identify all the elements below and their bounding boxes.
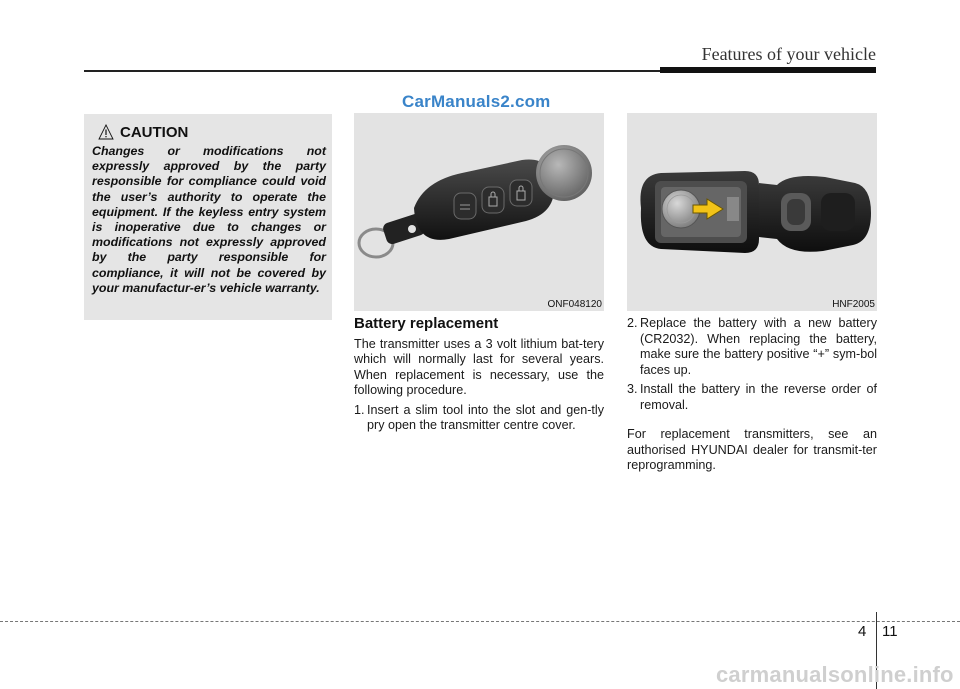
caution-title: CAUTION	[120, 123, 189, 141]
figure-code-right: HNF2005	[832, 299, 875, 310]
step-text: Install the battery in the reverse order of removal.	[640, 382, 877, 412]
step-text: Replace the battery with a new battery (CR2032). When replacing the battery, make sure the battery positive “+” sym-bol faces up.	[640, 316, 877, 377]
key-fob-image	[354, 113, 604, 311]
key-fob-photo	[354, 113, 604, 311]
step-text: Insert a slim tool into the slot and gen-tly pry open the transmitter centre cover.	[367, 402, 604, 432]
battery-section-continued	[627, 316, 877, 478]
chapter-number: 4	[858, 623, 867, 640]
open-fob-photo	[627, 113, 877, 311]
footer-dashed-line	[0, 621, 960, 622]
battery-section-main	[354, 316, 604, 438]
caution-text: Changes or modifications not expressly approved by the party responsible for compliance could void the user’s authority to operate the equipment. If the keyless entry system is inoperative due to changes or modifications not expressly approved by the party responsible for compliance, it will not be covered by your manufactur-er’s vehicle warranty.	[92, 144, 326, 295]
step-number: 1.	[354, 402, 365, 417]
open-fob-image	[627, 113, 877, 311]
step-item	[354, 403, 604, 434]
step-item	[627, 316, 877, 378]
step-number: 2.	[627, 316, 638, 330]
figure-code-left: ONF048120	[547, 299, 602, 310]
header-rule-thin	[84, 70, 660, 72]
watermark-bottom: carmanualsonline.info	[716, 662, 954, 687]
warning-icon	[98, 124, 114, 140]
step-item	[627, 382, 877, 413]
replacement-note: For replacement transmitters, see an authorised HYUNDAI dealer for transmit-ter reprogramming.	[627, 427, 877, 472]
caution-box	[84, 114, 332, 320]
battery-heading: Battery replacement	[354, 315, 499, 332]
header-rule-thick	[660, 67, 876, 73]
watermark-top: CarManuals2.com	[402, 92, 551, 111]
step-number: 3.	[627, 382, 638, 396]
section-title: Features of your vehicle	[701, 44, 876, 64]
battery-intro: The transmitter uses a 3 volt lithium bat-tery which will normally last for several years. When replacement is necessary, use the following procedure.	[354, 336, 604, 397]
page-number: 11	[882, 623, 898, 640]
caution-header	[92, 122, 326, 142]
